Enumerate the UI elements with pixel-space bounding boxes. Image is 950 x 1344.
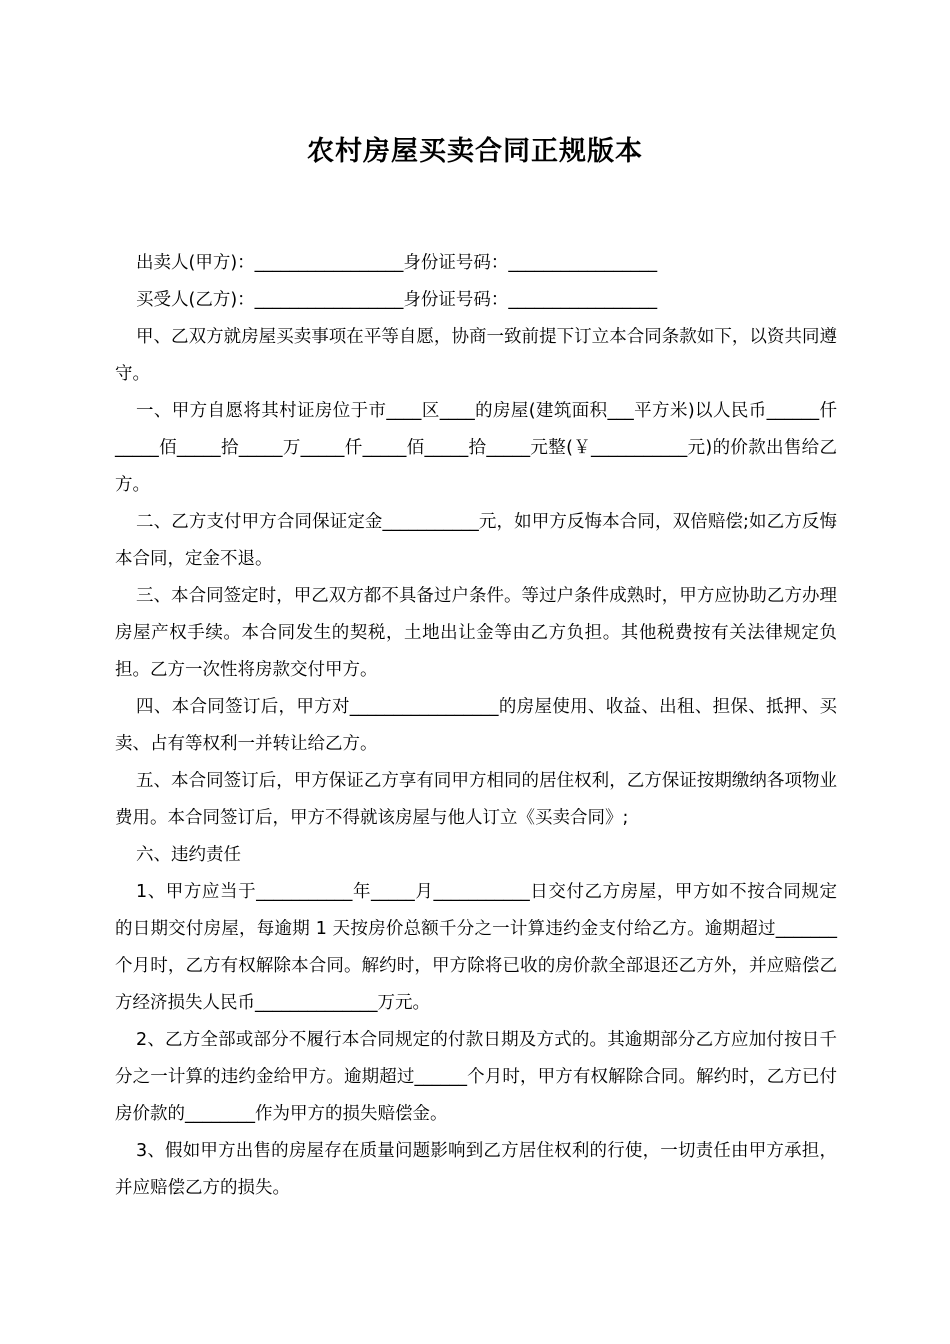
clause-2: 二、乙方支付甲方合同保证定金___________元，如甲方反悔本合同，双倍赔偿;如乙方反悔本合同，定金不退。 [115, 512, 837, 569]
clause-6-item-1: 1、甲方应当于___________年_____月___________日交付乙方房屋，甲方如不按合同规定的日期交付房屋，每逾期 1 天按房价总额千分之一计算违约金支付给乙方。逾期超过_______个月时，乙方有权解除本合同。解约时，甲方除将已收的房价款全部退还乙方外，并应赔偿乙方经济损失人民币______________万元。 [115, 882, 837, 1013]
clause-4: 四、本合同签订后，甲方对_________________的房屋使用、收益、出租、担保、抵押、买卖、占有等权利一并转让给乙方。 [115, 697, 837, 754]
seller-line: 出卖人(甲方)：_________________身份证号码：_________________ [136, 253, 658, 273]
preamble-paragraph: 甲、乙双方就房屋买卖事项在平等自愿，协商一致前提下订立本合同条款如下，以资共同遵守。 [115, 327, 837, 384]
clause-6-heading: 六、违约责任 [136, 845, 241, 865]
document-title: 农村房屋买卖合同正规版本 [307, 136, 643, 167]
clause-1: 一、甲方自愿将其村证房位于市____区____的房屋(建筑面积___平方米)以人民币______仟_____佰_____拾_____万_____仟_____佰_____拾_____元整(￥___________元)的价款出售给乙方。 [115, 401, 837, 495]
clause-6-item-2: 2、乙方全部或部分不履行本合同规定的付款日期及方式的。其逾期部分乙方应加付按日千分之一计算的违约金给甲方。逾期超过______个月时，甲方有权解除合同。解约时，乙方已付房价款的________作为甲方的损失赔偿金。 [115, 1030, 837, 1124]
document-body [115, 245, 837, 1207]
clause-3: 三、本合同签定时，甲乙双方都不具备过户条件。等过户条件成熟时，甲方应协助乙方办理房屋产权手续。本合同发生的契税，土地出让金等由乙方负担。其他税费按有关法律规定负担。乙方一次性将房款交付甲方。 [115, 586, 837, 680]
clause-6-item-3: 3、假如甲方出售的房屋存在质量问题影响到乙方居住权利的行使，一切责任由甲方承担，并应赔偿乙方的损失。 [115, 1141, 837, 1198]
clause-5: 五、本合同签订后，甲方保证乙方享有同甲方相同的居住权利，乙方保证按期缴纳各项物业费用。本合同签订后，甲方不得就该房屋与他人订立《买卖合同》; [115, 771, 837, 828]
buyer-line: 买受人(乙方)：_________________身份证号码：_________________ [136, 290, 658, 310]
